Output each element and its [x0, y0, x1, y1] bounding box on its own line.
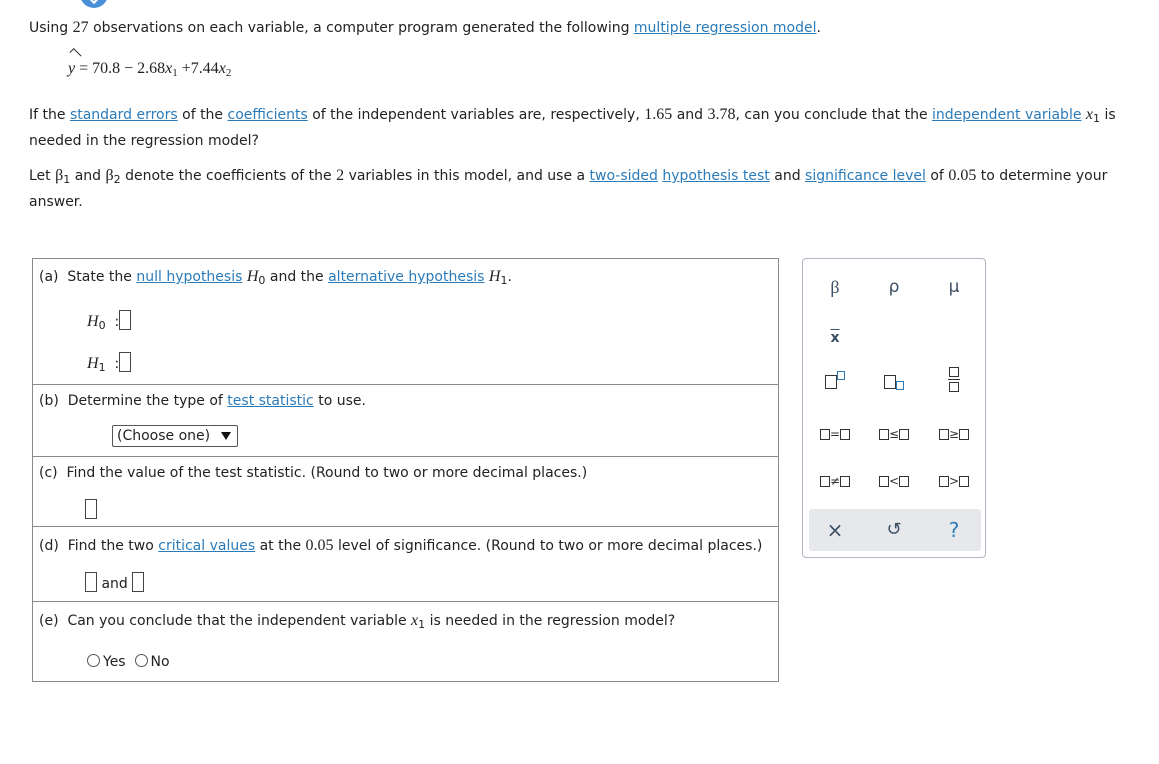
h0-row: $H_0$ : — [87, 310, 131, 331]
clear-icon[interactable]: × — [826, 518, 844, 542]
mu-button[interactable]: μ — [948, 277, 960, 297]
regression-equation: $y = 70.8 - 2.68x_1 +7.44x_2$ — [68, 60, 232, 79]
undo-icon[interactable]: ↺ — [886, 519, 902, 540]
link-coefficients[interactable]: coefficients — [227, 107, 308, 123]
link-hypothesis-test[interactable]: hypothesis test — [662, 168, 770, 184]
link-standard-errors[interactable]: standard errors — [69, 107, 178, 123]
part-d-prompt: (d) Find the two critical values at the 0.05 level of significance. (Round to two or more decimal places.) — [39, 537, 763, 554]
math-palette — [802, 258, 986, 558]
part-c — [33, 457, 778, 527]
not-equal-button[interactable]: ≠ — [815, 467, 855, 495]
equals-button[interactable]: = — [815, 420, 855, 448]
superscript-icon — [825, 375, 837, 389]
link-alternative-hypothesis[interactable]: alternative hypothesis — [328, 269, 485, 285]
yes-no-options: Yes No — [87, 654, 170, 670]
part-d — [33, 527, 778, 602]
h1-input[interactable] — [119, 352, 131, 372]
critical-values-row: and — [85, 572, 144, 592]
greater-equal-button[interactable]: ≥ — [934, 420, 974, 448]
question-text-line1: If the standard errors of the coefficients of the independent variables are, respectively, 1.65 and 3.78, can you conclude that the independent variable $x_1$ is — [29, 106, 1116, 125]
radio-yes[interactable] — [87, 654, 100, 667]
part-e — [33, 602, 778, 681]
greater-than-button[interactable]: > — [934, 467, 974, 495]
hat-accent — [69, 48, 81, 60]
part-b — [33, 385, 778, 457]
h1-row: $H_1$ : — [87, 352, 131, 373]
h0-input[interactable] — [119, 310, 131, 330]
link-multiple-regression-model[interactable]: multiple regression model — [633, 20, 817, 36]
dropdown-caret-icon — [221, 432, 231, 440]
less-than-button[interactable]: < — [874, 467, 914, 495]
subscript-icon — [884, 375, 896, 389]
critical-value-2-input[interactable] — [132, 572, 144, 592]
link-null-hypothesis[interactable]: null hypothesis — [136, 269, 243, 285]
let-text-line1: Let $\beta_1$ and $\beta_2$ denote the coefficients of the 2 variables in this model, and use a two-sided hypothesis test and significance level of 0.05 to determine your — [29, 167, 1108, 186]
intro-text: Using 27 observations on each variable, a computer program generated the following multiple regression model. — [29, 19, 821, 36]
fraction-button[interactable] — [934, 363, 974, 395]
collapse-chevron-icon[interactable] — [80, 0, 108, 8]
part-a — [33, 259, 778, 385]
radio-no[interactable] — [135, 654, 148, 667]
less-equal-button[interactable]: ≤ — [874, 420, 914, 448]
subscript-button[interactable] — [874, 368, 914, 396]
superscript-button[interactable] — [815, 368, 855, 396]
link-independent-variable[interactable]: independent variable — [932, 107, 1082, 123]
question-text-line2: needed in the regression model? — [29, 133, 259, 149]
help-icon[interactable]: ? — [948, 518, 960, 542]
link-test-statistic[interactable]: test statistic — [227, 393, 314, 409]
test-statistic-select[interactable]: (Choose one) — [112, 425, 238, 447]
let-text-line2: answer. — [29, 194, 83, 210]
critical-value-1-input[interactable] — [85, 572, 97, 592]
test-statistic-input[interactable] — [85, 499, 97, 519]
part-c-prompt: (c) Find the value of the test statistic. (Round to two or more decimal places.) — [39, 465, 588, 481]
palette-action-bar — [809, 509, 981, 551]
link-critical-values[interactable]: critical values — [158, 538, 256, 554]
answer-table — [32, 258, 779, 682]
xbar-button[interactable]: $\overline{x}$ — [830, 330, 840, 346]
beta-button[interactable]: β — [830, 277, 840, 297]
part-e-prompt: (e) Can you conclude that the independent variable $x_1$ is needed in the regression model? — [39, 612, 676, 631]
link-two-sided[interactable]: two-sided — [589, 168, 658, 184]
link-significance-level[interactable]: significance level — [805, 168, 926, 184]
fraction-icon — [949, 367, 959, 377]
part-a-prompt: (a) State the null hypothesis $H_0$ and the alternative hypothesis $H_1$. — [39, 268, 512, 287]
rho-button[interactable]: ρ — [888, 277, 900, 297]
part-b-prompt: (b) Determine the type of test statistic to use. — [39, 393, 366, 409]
